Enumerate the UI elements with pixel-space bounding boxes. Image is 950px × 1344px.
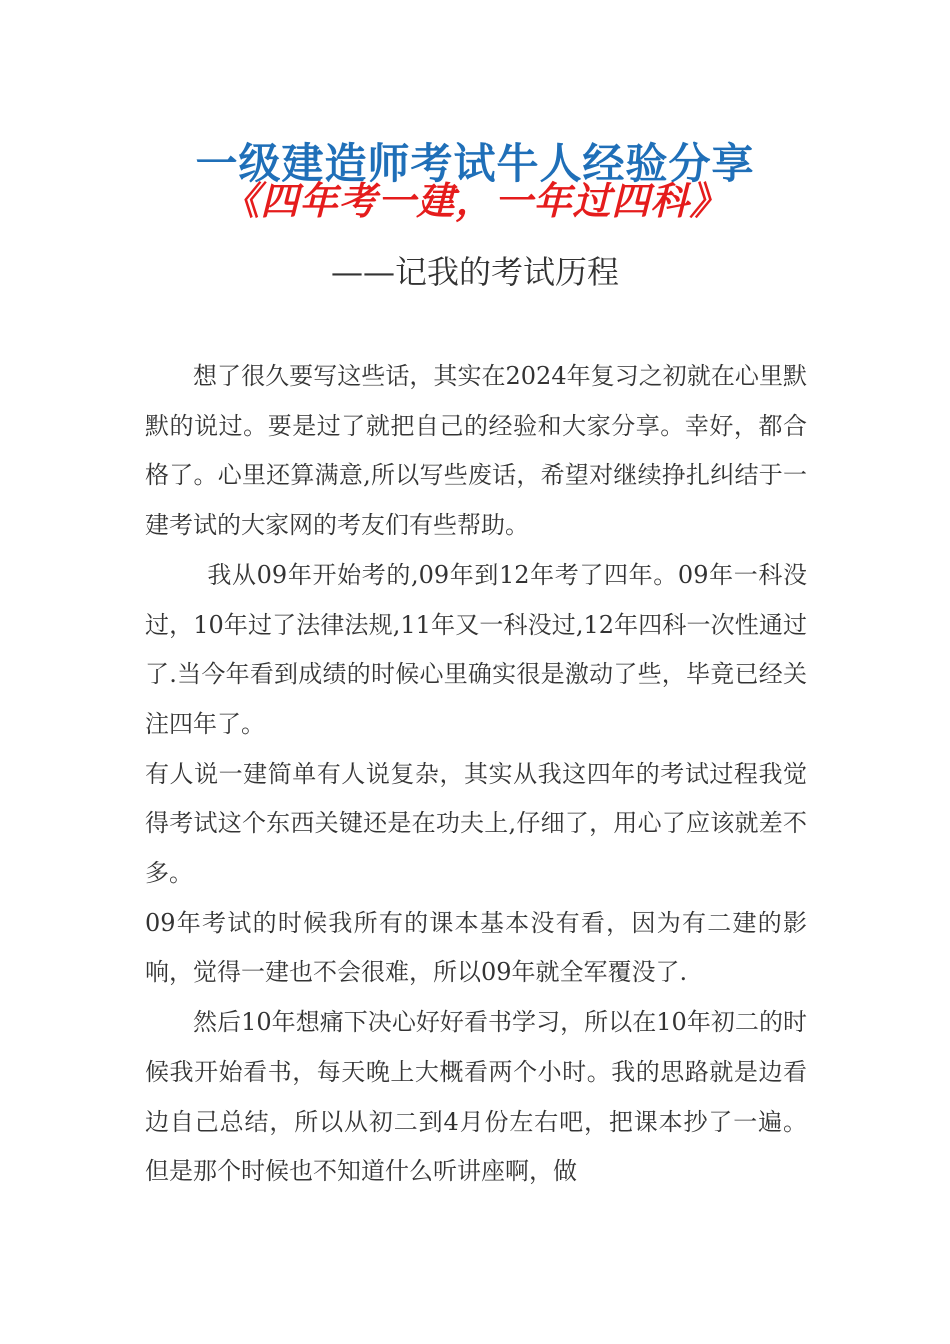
document-title: 一级建造师考试牛人经验分享 bbox=[195, 139, 755, 188]
paragraph-4: 09年考试的时候我所有的课本基本没有看，因为有二建的影响，觉得一建也不会很难，所以09年就全军覆没了. bbox=[145, 908, 807, 987]
paragraph-2: 我从09年开始考的,09年到12年考了四年。09年一科没过，10年过了法律法规,11年又一科没过,12年四科一次性通过了.当今年看到成绩的时候心里确实很是激动了些，毕竟已经关注四年了。 bbox=[145, 560, 807, 738]
paragraph-3: 有人说一建简单有人说复杂，其实从我这四年的考试过程我觉得考试这个东西关键还是在功夫上,仔细了，用心了应该就差不多。 bbox=[145, 759, 807, 888]
document-body bbox=[145, 352, 807, 1197]
document-subtitle: 《四年考一建，一年过四科》 bbox=[221, 179, 729, 223]
paragraph-1: 想了很久要写这些话，其实在2024年复习之初就在心里默默的说过。要是过了就把自己的经验和大家分享。幸好，都合格了。心里还算满意,所以写些废话，希望对继续挣扎纠结于一建考试的大家网的考友们有些帮助。 bbox=[145, 362, 807, 540]
paragraph-5: 然后10年想痛下决心好好看书学习，所以在10年初二的时候我开始看书，每天晚上大概看两个小时。我的思路就是边看边自己总结，所以从初二到4月份左右吧，把课本抄了一遍。但是那个时候也不知道什么听讲座啊，做 bbox=[145, 1008, 807, 1186]
document-byline: ——记我的考试历程 bbox=[330, 253, 619, 291]
